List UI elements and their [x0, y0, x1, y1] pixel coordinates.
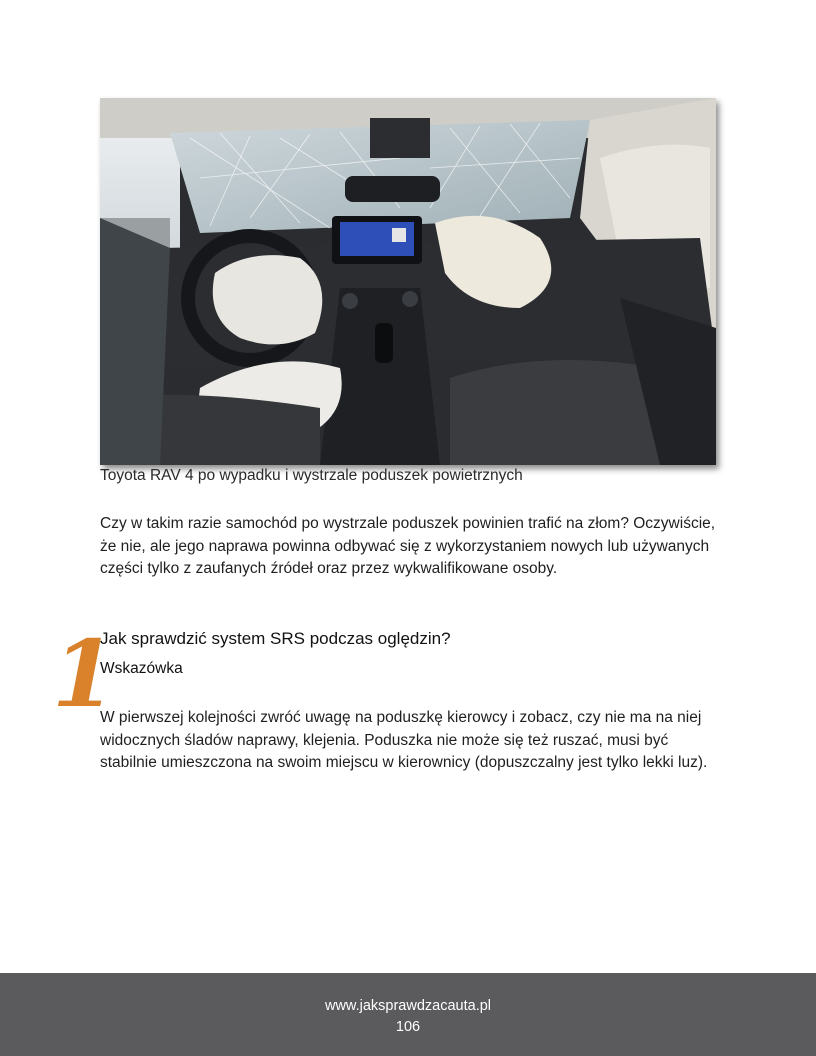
tip-label: Wskazówka — [100, 660, 183, 677]
body-paragraph: W pierwszej kolejności zwróć uwagę na poduszkę kierowcy i zobacz, czy nie ma na niej widocznych śladów naprawy, klejenia. Poduszka nie może się też ruszać, musi być stabilnie umieszczona na swoim miejscu w kierownicy (dopuszczalny jest tylko lekki luz). — [100, 709, 708, 771]
body-paragraph: Czy w takim razie samochód po wystrzale poduszek powinien trafić na złom? Oczywiście, że nie, ale jego naprawa powinna odbywać się z wykorzystaniem nowych lub używanych części tylko z zaufanych źródeł oraz przez wykwalifikowane osoby. — [100, 515, 716, 577]
tip-number-one-graphic — [48, 618, 117, 728]
airbag-deployment-image — [100, 98, 716, 465]
page-number: 106 — [395, 1019, 421, 1035]
footer-website-link[interactable]: www.jaksprawdzacauta.pl — [324, 998, 492, 1014]
car-interior-photo — [100, 98, 716, 465]
tip-number: 1 — [52, 620, 117, 728]
figure-caption: Toyota RAV 4 po wypadku i wystrzale poduszek powietrznych — [100, 467, 523, 484]
page-footer — [0, 973, 816, 1056]
tip-heading: Jak sprawdzić system SRS podczas oględzin? — [100, 629, 451, 648]
